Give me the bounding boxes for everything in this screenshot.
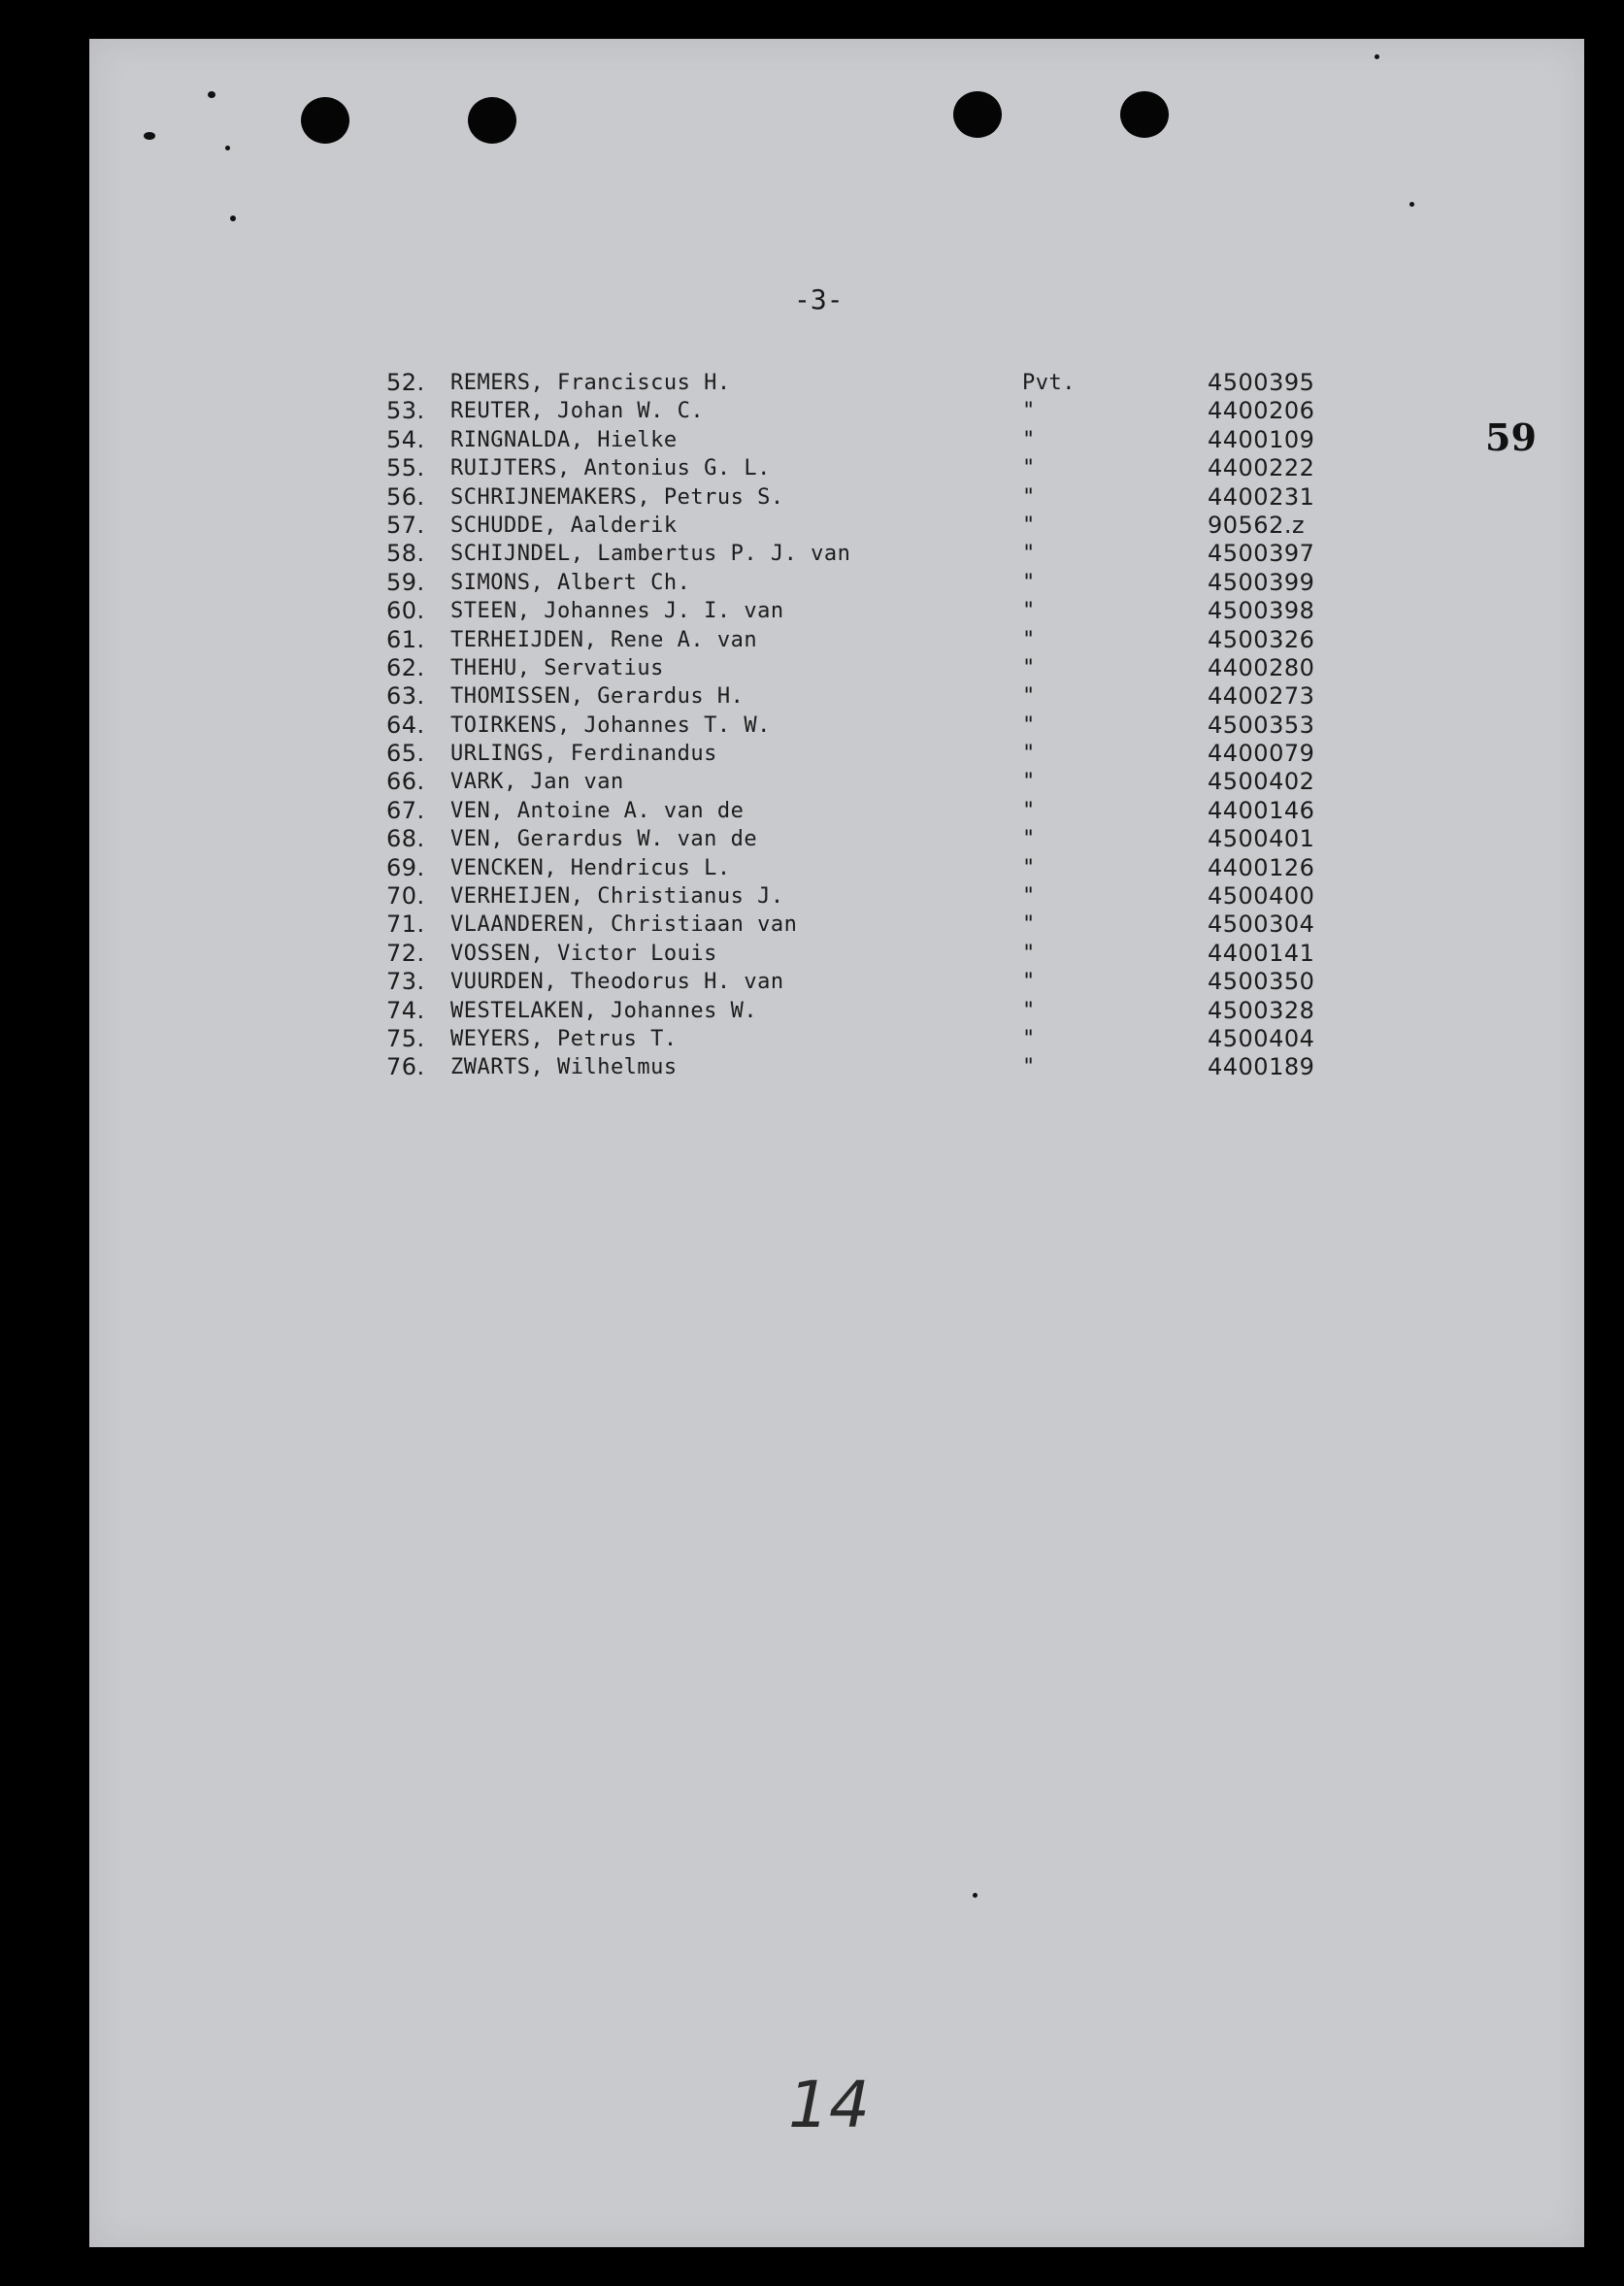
dust-speck: [230, 215, 236, 221]
list-item: [386, 1025, 1357, 1053]
stamp-number: 59: [1485, 415, 1537, 459]
soldier-name: VLAANDEREN, Christiaan van: [450, 912, 798, 938]
rank: ": [1022, 427, 1036, 452]
rank: ": [1022, 456, 1036, 481]
serial-number: 4400231: [1208, 482, 1315, 511]
list-item: [386, 968, 1357, 996]
serial-number: 4500397: [1208, 540, 1315, 568]
entry-number: 52.: [386, 369, 425, 396]
dust-speck: [208, 91, 215, 98]
serial-number: 4400109: [1208, 425, 1315, 453]
rank: ": [1022, 712, 1036, 738]
list-item: [386, 540, 1357, 568]
dust-speck: [225, 146, 230, 150]
entry-number: 57.: [386, 511, 425, 539]
soldier-name: TERHEIJDEN, Rene A. van: [450, 627, 758, 652]
punch-hole: [953, 91, 1002, 138]
rank: ": [1022, 1055, 1036, 1080]
soldier-name: REMERS, Franciscus H.: [450, 371, 731, 395]
list-item: [386, 654, 1357, 682]
dust-speck: [1375, 54, 1379, 59]
serial-number: 4400126: [1208, 853, 1315, 881]
list-item: [386, 740, 1357, 768]
soldier-name: URLINGS, Ferdinandus: [450, 742, 717, 767]
entry-number: 67.: [386, 796, 425, 824]
list-item: [386, 997, 1357, 1025]
rank: ": [1022, 884, 1036, 910]
rank: ": [1022, 941, 1036, 966]
soldier-name: SIMONS, Albert Ch.: [450, 570, 691, 595]
soldier-name: SCHUDDE, Aalderik: [450, 513, 678, 538]
serial-number: 4500401: [1208, 825, 1315, 853]
serial-number: 4500328: [1208, 996, 1315, 1024]
entry-number: 53.: [386, 397, 425, 425]
serial-number: 4400206: [1208, 397, 1315, 425]
entry-number: 68.: [386, 825, 425, 853]
entry-number: 55.: [386, 454, 425, 482]
list-item: [386, 569, 1357, 597]
entry-number: 72.: [386, 939, 425, 967]
rank: ": [1022, 570, 1036, 595]
list-item: [386, 825, 1357, 853]
dust-speck: [1409, 202, 1414, 207]
list-item: [386, 597, 1357, 625]
list-item: [386, 397, 1357, 425]
serial-number: 4500395: [1208, 369, 1315, 396]
rank: ": [1022, 399, 1036, 424]
rank: ": [1022, 599, 1036, 624]
rank: ": [1022, 742, 1036, 767]
rank: ": [1022, 655, 1036, 680]
entry-number: 61.: [386, 625, 425, 653]
soldier-name: VERHEIJEN, Christianus J.: [450, 884, 784, 910]
serial-number: 4500399: [1208, 568, 1315, 596]
serial-number: 4500326: [1208, 625, 1315, 653]
dust-speck: [144, 132, 155, 140]
entry-number: 59.: [386, 568, 425, 596]
soldier-name: VEN, Gerardus W. van de: [450, 827, 758, 852]
rank: ": [1022, 770, 1036, 795]
soldier-name: RINGNALDA, Hielke: [450, 427, 678, 452]
list-item: [386, 626, 1357, 654]
rank: Pvt.: [1022, 371, 1076, 395]
serial-number: 4500404: [1208, 1024, 1315, 1052]
list-item: [386, 682, 1357, 711]
entry-number: 63.: [386, 682, 425, 711]
serial-number: 4400280: [1208, 653, 1315, 681]
list-item: [386, 940, 1357, 968]
entry-number: 64.: [386, 711, 425, 739]
list-item: [386, 768, 1357, 796]
entry-number: 56.: [386, 482, 425, 511]
list-item: [386, 854, 1357, 882]
rank: ": [1022, 970, 1036, 995]
entry-number: 71.: [386, 911, 425, 939]
rank: ": [1022, 798, 1036, 823]
rank: ": [1022, 1026, 1036, 1051]
serial-number: 4500353: [1208, 711, 1315, 739]
punch-hole: [468, 97, 516, 144]
entry-number: 73.: [386, 968, 425, 996]
list-item: [386, 882, 1357, 911]
list-item: [386, 797, 1357, 825]
list-item: [386, 911, 1357, 939]
entry-number: 58.: [386, 540, 425, 568]
soldier-name: VUURDEN, Theodorus H. van: [450, 970, 784, 995]
serial-number: 4500350: [1208, 968, 1315, 996]
roster-list: [386, 369, 1357, 1082]
serial-number: 4500304: [1208, 911, 1315, 939]
rank: ": [1022, 684, 1036, 710]
soldier-name: THOMISSEN, Gerardus H.: [450, 684, 745, 710]
list-item: [386, 512, 1357, 540]
serial-number: 4400146: [1208, 796, 1315, 824]
serial-number: 4400141: [1208, 939, 1315, 967]
list-item: [386, 426, 1357, 454]
soldier-name: VOSSEN, Victor Louis: [450, 941, 717, 966]
soldier-name: SCHIJNDEL, Lambertus P. J. van: [450, 542, 851, 567]
list-item: [386, 712, 1357, 740]
serial-number: 4400189: [1208, 1053, 1315, 1081]
soldier-name: VARK, Jan van: [450, 770, 624, 795]
entry-number: 74.: [386, 996, 425, 1024]
soldier-name: VEN, Antoine A. van de: [450, 798, 745, 823]
rank: ": [1022, 855, 1036, 880]
soldier-name: STEEN, Johannes J. I. van: [450, 599, 784, 624]
serial-number: 4400273: [1208, 682, 1315, 711]
serial-number: 4400222: [1208, 454, 1315, 482]
entry-number: 69.: [386, 853, 425, 881]
serial-number: 4500402: [1208, 768, 1315, 796]
soldier-name: WEYERS, Petrus T.: [450, 1026, 678, 1051]
punch-hole: [1120, 91, 1169, 138]
rank: ": [1022, 998, 1036, 1023]
entry-number: 60.: [386, 597, 425, 625]
soldier-name: ZWARTS, Wilhelmus: [450, 1055, 678, 1080]
rank: ": [1022, 542, 1036, 567]
list-item: [386, 1053, 1357, 1081]
punch-hole: [301, 97, 349, 144]
handwritten-note: 14: [788, 2068, 870, 2142]
soldier-name: RUIJTERS, Antonius G. L.: [450, 456, 771, 481]
entry-number: 65.: [386, 740, 425, 768]
entry-number: 76.: [386, 1053, 425, 1081]
serial-number: 4400079: [1208, 740, 1315, 768]
rank: ": [1022, 827, 1036, 852]
list-item: [386, 454, 1357, 482]
serial-number: 4500400: [1208, 882, 1315, 911]
list-item: [386, 483, 1357, 512]
soldier-name: WESTELAKEN, Johannes W.: [450, 998, 758, 1023]
rank: ": [1022, 484, 1036, 510]
entry-number: 66.: [386, 768, 425, 796]
entry-number: 62.: [386, 653, 425, 681]
serial-number: 90562.z: [1208, 511, 1306, 539]
entry-number: 54.: [386, 425, 425, 453]
soldier-name: THEHU, Servatius: [450, 655, 664, 680]
list-item: [386, 369, 1357, 397]
page-number: -3-: [794, 283, 844, 315]
entry-number: 75.: [386, 1024, 425, 1052]
soldier-name: SCHRIJNEMAKERS, Petrus S.: [450, 484, 784, 510]
soldier-name: TOIRKENS, Johannes T. W.: [450, 712, 771, 738]
rank: ": [1022, 513, 1036, 538]
rank: ": [1022, 627, 1036, 652]
entry-number: 70.: [386, 882, 425, 911]
soldier-name: REUTER, Johan W. C.: [450, 399, 705, 424]
soldier-name: VENCKEN, Hendricus L.: [450, 855, 731, 880]
dust-speck: [973, 1893, 978, 1898]
serial-number: 4500398: [1208, 597, 1315, 625]
rank: ": [1022, 912, 1036, 938]
